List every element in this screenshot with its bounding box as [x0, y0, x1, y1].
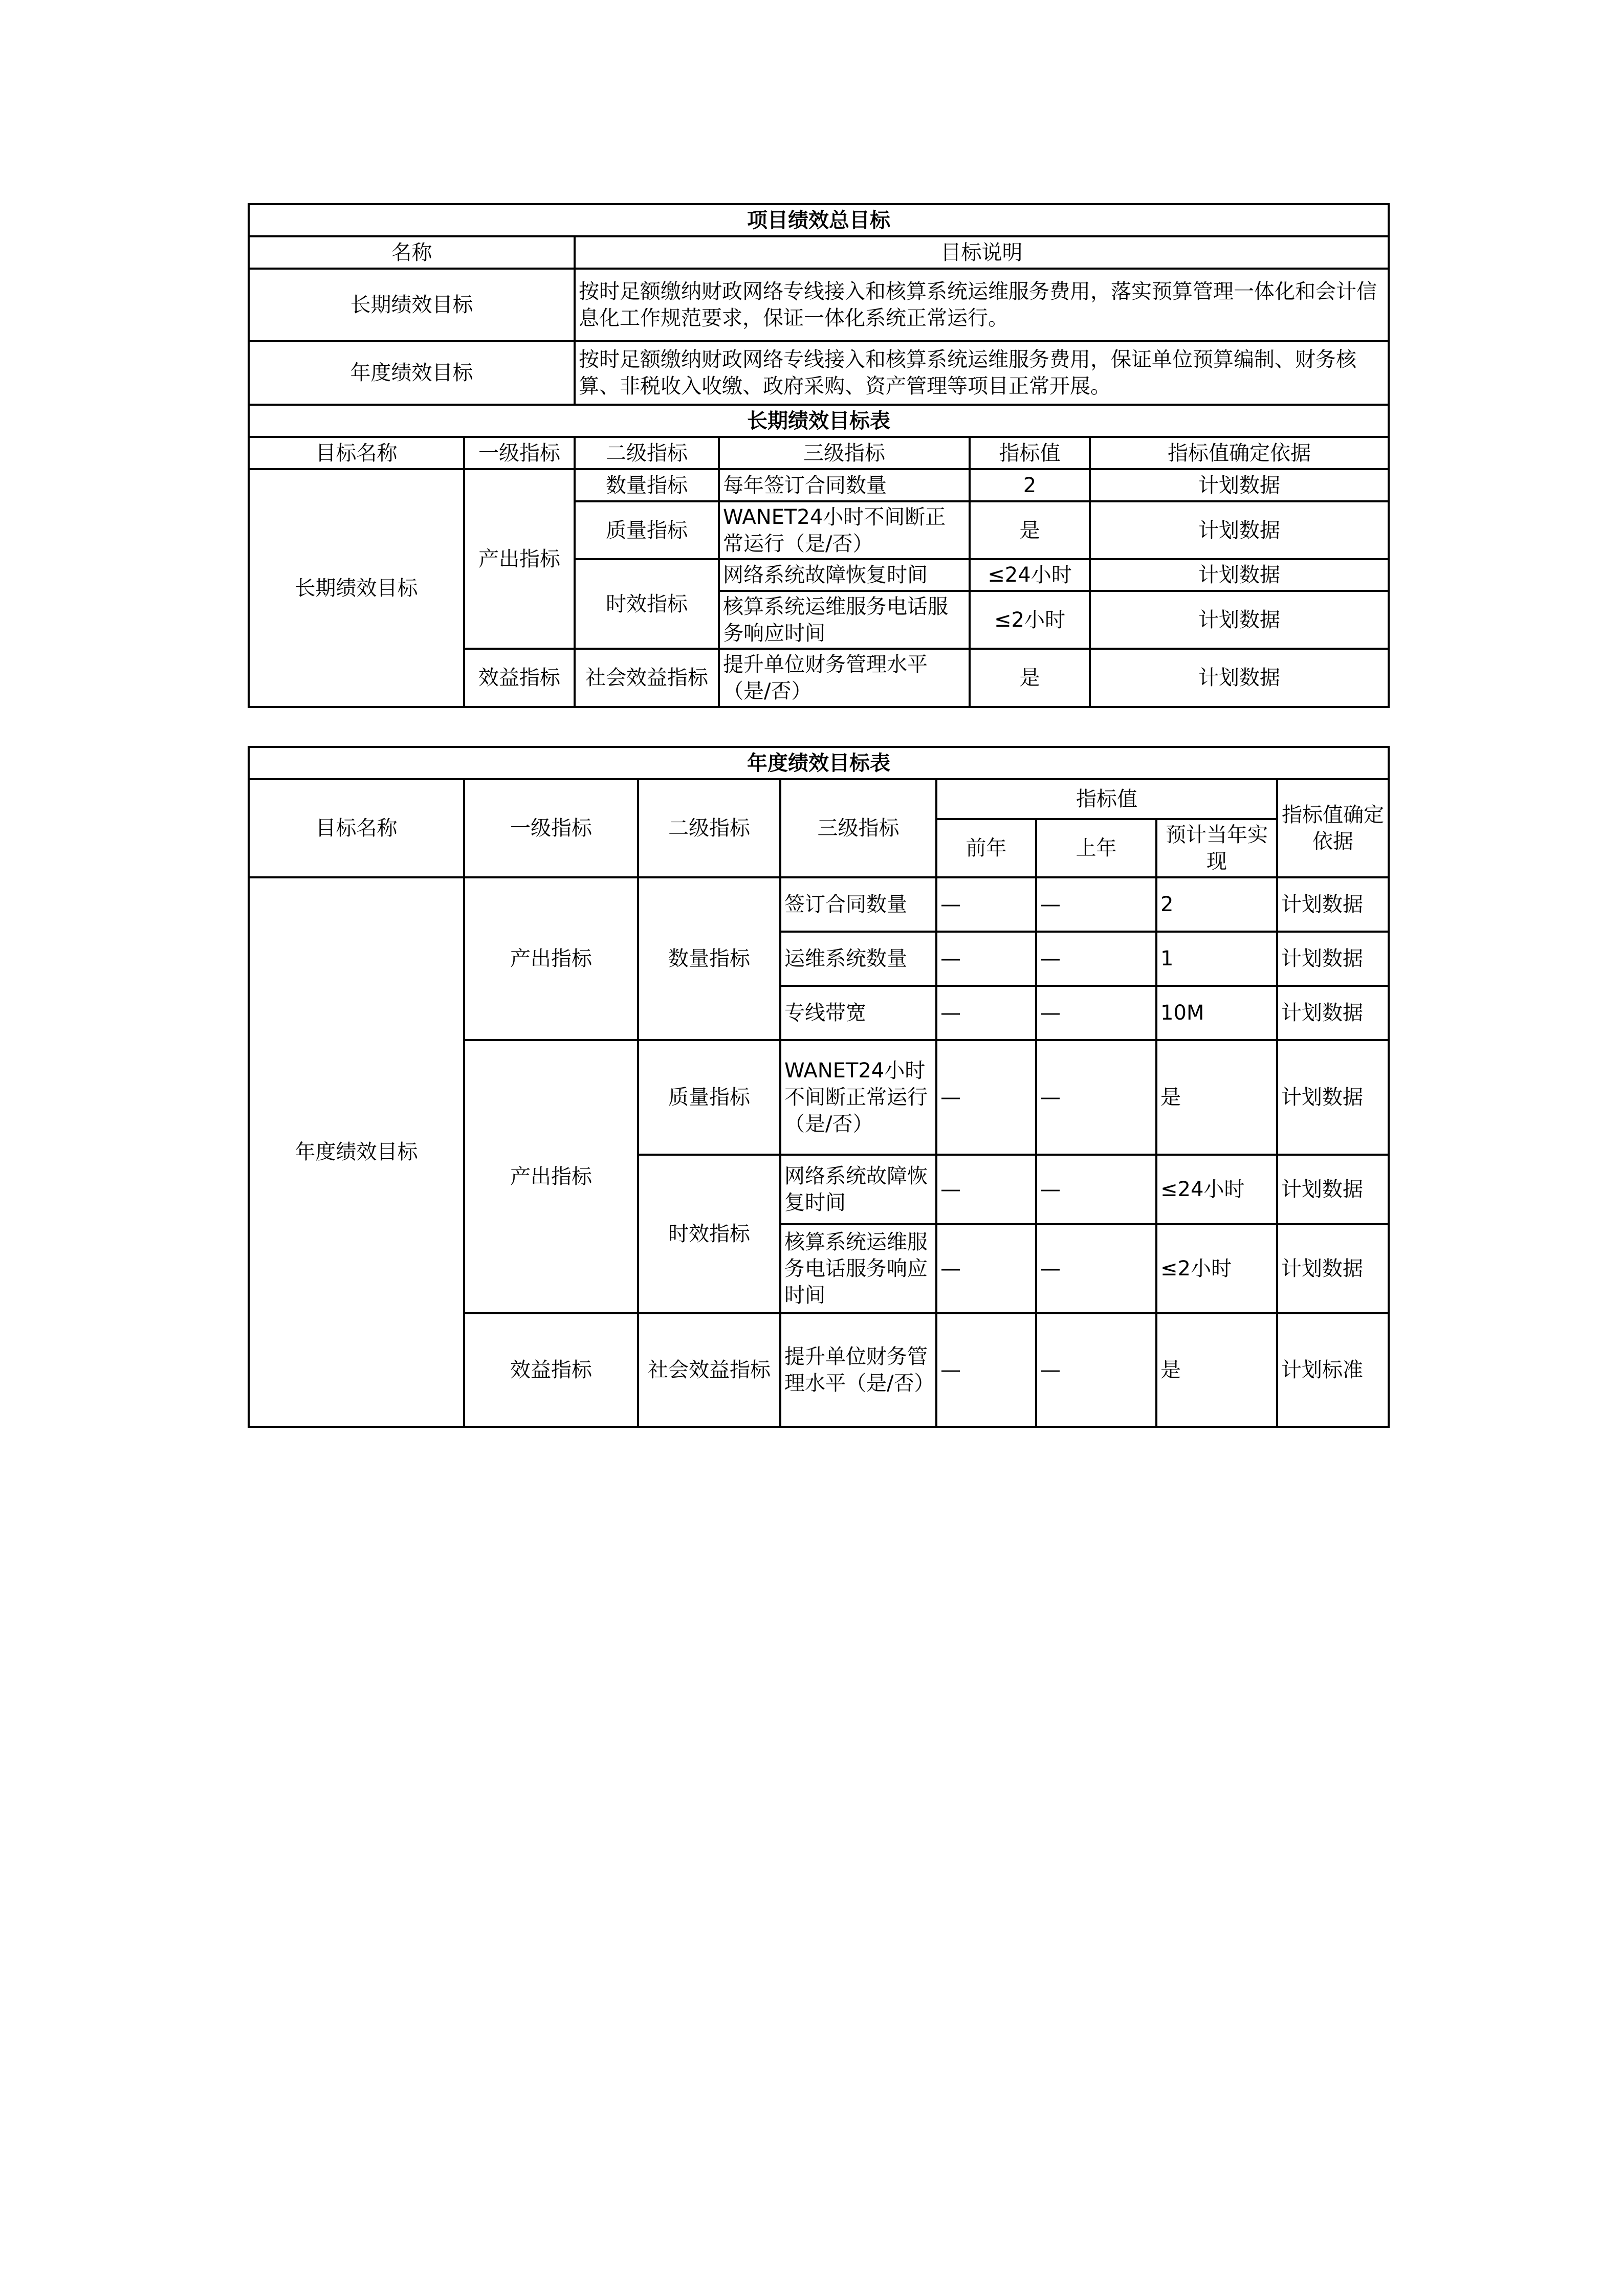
performance-goals-table	[248, 203, 1390, 708]
summary-row-desc: 按时足额缴纳财政网络专线接入和核算系统运维服务费用，保证单位预算编制、财务核算、非税收入收缴、政府采购、资产管理等项目正常开展。	[575, 341, 1389, 405]
indicator-cell: 运维系统数量	[780, 932, 936, 986]
last-cell: —	[1036, 986, 1156, 1040]
expected-cell: ≤2小时	[1156, 1224, 1277, 1313]
last-cell: —	[1036, 932, 1156, 986]
level2-cell: 数量指标	[575, 469, 719, 501]
expected-cell: 是	[1156, 1040, 1277, 1155]
value-cell: ≤2小时	[970, 591, 1090, 649]
goal-name-cell: 年度绩效目标	[249, 877, 464, 1427]
summary-title: 项目绩效总目标	[249, 204, 1389, 236]
value-cell: 是	[970, 501, 1090, 559]
last-cell: —	[1036, 1313, 1156, 1427]
basis-cell: 计划数据	[1090, 559, 1389, 591]
value-cell: ≤24小时	[970, 559, 1090, 591]
level2-cell: 社会效益指标	[575, 649, 719, 707]
basis-cell: 计划数据	[1090, 501, 1389, 559]
summary-row-name: 年度绩效目标	[249, 341, 575, 405]
header-value: 指标值	[970, 437, 1090, 469]
expected-cell: 10M	[1156, 986, 1277, 1040]
last-cell: —	[1036, 1040, 1156, 1155]
value-cell: 2	[970, 469, 1090, 501]
basis-cell: 计划数据	[1090, 591, 1389, 649]
level1-cell: 效益指标	[464, 649, 575, 707]
header-goal-name: 目标名称	[249, 437, 464, 469]
header-goal-name: 目标名称	[249, 779, 464, 877]
prev-cell: —	[936, 1155, 1036, 1224]
header-basis: 指标值确定依据	[1090, 437, 1389, 469]
last-cell: —	[1036, 1224, 1156, 1313]
level2-cell: 社会效益指标	[638, 1313, 780, 1427]
header-last-year: 上年	[1036, 819, 1156, 877]
prev-cell: —	[936, 1313, 1036, 1427]
header-level3: 三级指标	[719, 437, 970, 469]
level2-cell: 数量指标	[638, 877, 780, 1040]
summary-row-desc: 按时足额缴纳财政网络专线接入和核算系统运维服务费用，落实预算管理一体化和会计信息化工作规范要求，保证一体化系统正常运行。	[575, 269, 1389, 341]
level1-cell: 效益指标	[464, 1313, 638, 1427]
prev-cell: —	[936, 986, 1036, 1040]
goal-name-cell: 长期绩效目标	[249, 469, 464, 707]
prev-cell: —	[936, 1040, 1036, 1155]
header-level2: 二级指标	[575, 437, 719, 469]
level2-cell: 质量指标	[575, 501, 719, 559]
prev-cell: —	[936, 877, 1036, 932]
header-level2: 二级指标	[638, 779, 780, 877]
header-level1: 一级指标	[464, 779, 638, 877]
summary-col-desc: 目标说明	[575, 236, 1389, 269]
last-cell: —	[1036, 877, 1156, 932]
header-value-group: 指标值	[936, 779, 1277, 819]
indicator-cell: 网络系统故障恢复时间	[719, 559, 970, 591]
indicator-cell: 签订合同数量	[780, 877, 936, 932]
indicator-cell: 提升单位财务管理水平（是/否）	[780, 1313, 936, 1427]
basis-cell: 计划数据	[1277, 986, 1389, 1040]
level1-cell: 产出指标	[464, 877, 638, 1040]
indicator-cell: 核算系统运维服务电话服务响应时间	[719, 591, 970, 649]
annual-title: 年度绩效目标表	[249, 747, 1389, 779]
header-level3: 三级指标	[780, 779, 936, 877]
annual-goals-table	[248, 746, 1390, 1428]
long-term-title: 长期绩效目标表	[249, 405, 1389, 437]
level2-cell: 时效指标	[638, 1155, 780, 1313]
basis-cell: 计划数据	[1277, 932, 1389, 986]
header-expected: 预计当年实现	[1156, 819, 1277, 877]
level1-cell: 产出指标	[464, 469, 575, 649]
indicator-cell: WANET24小时不间断正常运行（是/否）	[780, 1040, 936, 1155]
basis-cell: 计划数据	[1090, 649, 1389, 707]
level2-cell: 质量指标	[638, 1040, 780, 1155]
last-cell: —	[1036, 1155, 1156, 1224]
basis-cell: 计划数据	[1277, 1224, 1389, 1313]
expected-cell: ≤24小时	[1156, 1155, 1277, 1224]
expected-cell: 是	[1156, 1313, 1277, 1427]
header-level1: 一级指标	[464, 437, 575, 469]
indicator-cell: 提升单位财务管理水平（是/否）	[719, 649, 970, 707]
summary-col-name: 名称	[249, 236, 575, 269]
basis-cell: 计划数据	[1277, 1155, 1389, 1224]
indicator-cell: 网络系统故障恢复时间	[780, 1155, 936, 1224]
basis-cell: 计划标准	[1277, 1313, 1389, 1427]
level2-cell: 时效指标	[575, 559, 719, 649]
indicator-cell: 每年签订合同数量	[719, 469, 970, 501]
header-prev-year: 前年	[936, 819, 1036, 877]
prev-cell: —	[936, 1224, 1036, 1313]
expected-cell: 1	[1156, 932, 1277, 986]
basis-cell: 计划数据	[1090, 469, 1389, 501]
basis-cell: 计划数据	[1277, 877, 1389, 932]
basis-cell: 计划数据	[1277, 1040, 1389, 1155]
header-basis: 指标值确定依据	[1277, 779, 1389, 877]
summary-row-name: 长期绩效目标	[249, 269, 575, 341]
value-cell: 是	[970, 649, 1090, 707]
indicator-cell: WANET24小时不间断正常运行（是/否）	[719, 501, 970, 559]
indicator-cell: 专线带宽	[780, 986, 936, 1040]
level1-cell: 产出指标	[464, 1040, 638, 1313]
prev-cell: —	[936, 932, 1036, 986]
expected-cell: 2	[1156, 877, 1277, 932]
indicator-cell: 核算系统运维服务电话服务响应时间	[780, 1224, 936, 1313]
